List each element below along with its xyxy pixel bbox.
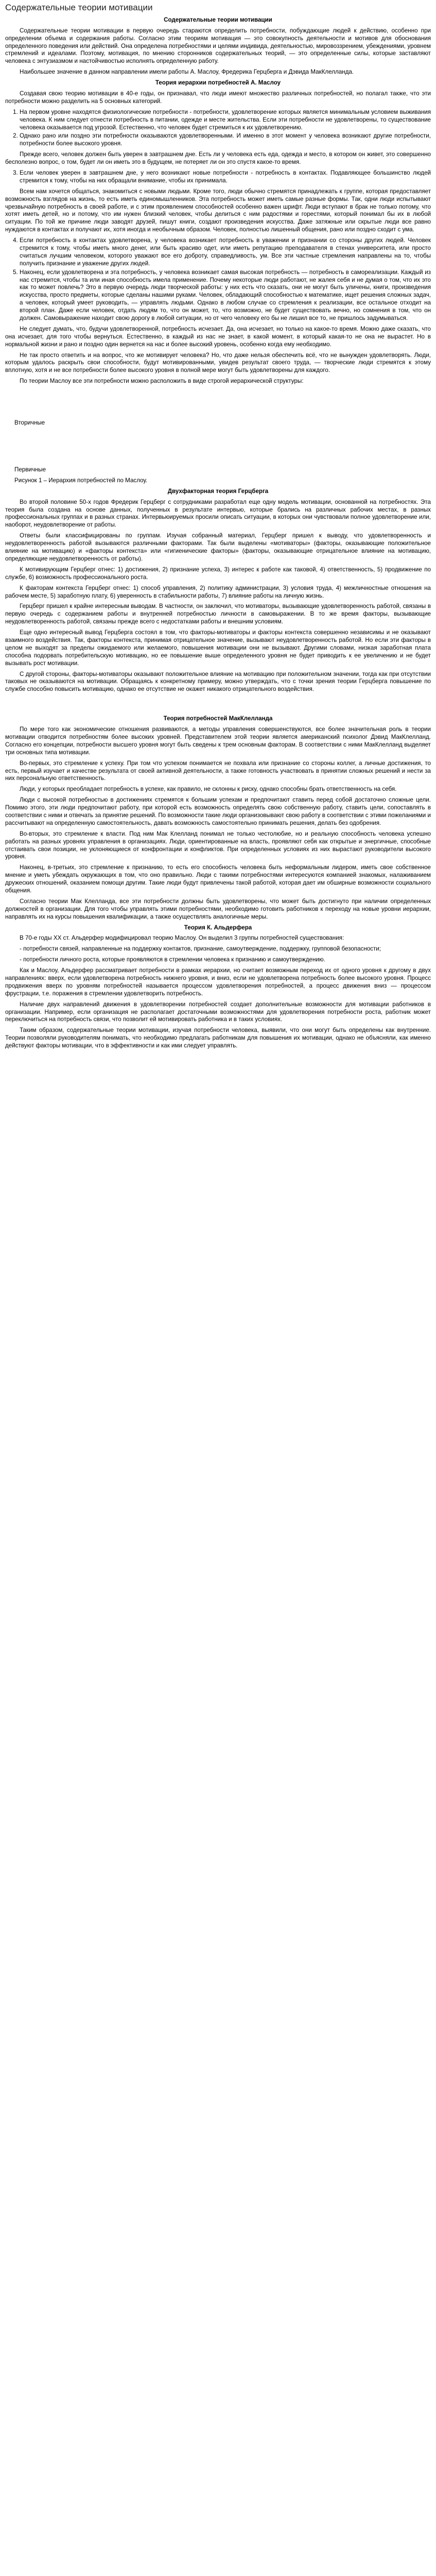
paragraph: Наконец, в-третьих, это стремление к признанию, то есть его способность человека быть неформальным лидером, иметь свое собственное мнение и уметь убеждать окружающих в том, что оно правильно. Люди с такими потребностями интересуются компанией знакомых, налаживанием дружеских отношений, оказанием помощи другим. Такие люди будут привлечены такой работой, которая дает им обширные возможности социального общения. xyxy=(5,864,431,894)
figure-blank-area xyxy=(5,430,431,466)
numbered-list xyxy=(5,237,431,323)
paragraph: К факторам контекста Герцберг отнес: 1) способ управления, 2) политику администрации, 3) условия труда, 4) межличностные отношения на рабочем месте, 5) заработную плату, 6) уверенность в стабильности работы, 7) влияние работы на личную жизнь. xyxy=(5,584,431,599)
section-title-alderfer: Теория К. Альдерфера xyxy=(184,924,252,931)
pyramid-label-secondary: Вторичные xyxy=(14,419,45,427)
paragraph: Во-вторых, это стремление к власти. Под ним Мак Клелланд понимал не только честолюбие, но и реальную способность человека успешно работать на разных уровнях управления в организациях. Люди, ориентированные на власть, проявляют себя как открытые и энергичные, способные отстаивать свои позиции, не уклоняющиеся от конфронтации и конфликтов. При определенных условиях из них вырастают руководители высокого уровня. xyxy=(5,830,431,860)
paragraph: Всем нам хочется общаться, знакомиться с новыми людьми. Кроме того, люди обычно стремятся принадлежать к группе, которая предоставляет возможность взглядов на жизнь, то есть иметь единомышленников. Эта потребность может иметь самые разные формы. Так, одни люди испытывают чрезвычайную потребность в своей работе, и с этим проявлением способностей особенно важен шрифт. Люди вступают в брак не только потому, что хотят иметь детей, но и потому, что им нужен близкий человек, чтобы делиться с ним радостями и горестями, который понимал бы их в любой ситуации. По той же причине люди заводят друзей, пишут книги, создают произведения искусства. Даже затяжные или скрытые люди все равно нуждаются в контактах и получают их, хотя иногда и необычным образом. Человек, полностью лишенный общения, рано или поздно сходит с ума. xyxy=(5,188,431,233)
section-title-herzberg: Двухфакторная теория Герцберга xyxy=(167,487,269,495)
paragraph: К мотивирующим Герцберг отнес: 1) достижения, 2) признание успеха, 3) интерес к работе как таковой, 4) ответственность, 5) продвижение по службе, 6) возможность профессионального роста. xyxy=(5,566,431,581)
numbered-list xyxy=(5,170,431,185)
paragraph: Как и Маслоу, Альдерфер рассматривает потребности в рамках иерархии, но считает возможным переход их от одного уровня к другому в двух направлениях: вверх, если удовлетворена потребность нижнего уровня, и вниз, если не удовлетворена потребность более высокого уровня. Процесс продвижения вверх по уровням потребностей называется процессом удовлетворения потребностей, а процесс движения вниз — процессом фрустрации, т.е. поражения в стремлении удовлетворить потребность. xyxy=(5,967,431,997)
paragraph: По мере того как экономические отношения развиваются, а методы управления совершенствуются, все более значительная роль в теории мотивации отводится потребностям более высоких уровней. Представителем этой теории является американский психолог Дэвид МакКлелланд. Согласно его концепции, потребности высшего уровня могут быть сведены к трем основным факторам. В соответствии с ними МакКлелланд выделяет три основных типа мотивации. xyxy=(5,726,431,756)
paragraph: Люди с высокой потребностью в достижениях стремятся к большим успехам и предпочитают ставить перед собой достаточно сложные цели. Помимо этого, эти люди предпочитают работу, при которой есть возможность определять свою собственную работу, ставить цели, сопоставлять в соответствии с ними и отвечать за принятие решений. По возможности такие люди организовывают свою работу в соответствии с этими пожеланиями и рассчитывают на определенную самостоятельность, давать возможность самостоятельно принимать решения, делать без одобрения. xyxy=(5,796,431,826)
list-item: 4. Если потребность в контактах удовлетворена, у человека возникает потребность в уважении и признании со стороны других людей. Человек стремится к тому, чтобы иметь много денег, или быть красиво одет, или иметь репутацию преподавателя в стенах университета, или просто считаться лучшим человеком, которого уважают все его доброту, справедливость, ум. Все эти частные стремления направлены на то, чтобы получить признание и уважение других людей. xyxy=(20,237,431,268)
list-item: 5. Наконец, если удовлетворена и эта потребность, у человека возникает самая высокая потребность — потребность в самореализации. Каждый из нас стремится, чтобы та или иная способность имела применение. Почему некоторые люди работают, не жалея себя и не думая о том, что их это как то может повлечь? Это в первую очередь люди творческой работы: у них есть что сказать, они не могут быть уличены, книги, произведения искусства, просто предметы, которые сделаны нашими руками. Человек, обладающий способностью к математике, ищет решения сложных задач, а человек, который умеет руководить, — управлять людьми. Однако в любом случае со стремления к реализации, все остальное отходит на второй план. Даже если человек, отдать людям то, что он может, то, что возможно, не будет существовать вечно, но сомнения в том, что он должен. Самовыражение находит свою дорогу в любой ситуации, но от чего человеку его бы не лишил все то, не пришлось задумываться. xyxy=(20,269,431,323)
list-item: 1. На первом уровне находятся физиологические потребности - потребности, удовлетворение которых является минимальным условием выживания человека. К ним следует отнести потребность в питании, одежде и месте жительства. Если эти потребности не удовлетворены, то существование человека оказывается под угрозой. Естественно, что человек будет стремиться к их удовлетворению. xyxy=(20,109,431,132)
paragraph: Наибольшее значение в данном направлении имели работы А. Маслоу, Фредерика Герцберга и Дэвида МакКлелланда. xyxy=(20,69,354,76)
page-title: Содержательные теории мотивации xyxy=(5,3,153,12)
pyramid-label-primary: Первичные xyxy=(14,466,46,473)
paragraph: По теории Маслоу все эти потребности можно расположить в виде строгой иерархической структуры: xyxy=(20,378,304,385)
paragraph: Содержательные теории мотивации в первую очередь стараются определить потребности, побуждающие людей к действию, особенно при определении объема и содержания работы. Согласно этим теориям мотивация — это совокупность деятельности и мотивов для обоснования определенного поведения или действий. Она определена потребностями и целями индивида, деятельностью, мировоззрением, убеждениями, уровнем стремлений и идеалами. Поэтому, мотивация, по мнению сторонников содержательных теорий, — это определенные силы, которые заставляют человека с энтузиазмом и настойчивостью исполнять определенную работу. xyxy=(5,27,431,65)
figure-blank-area xyxy=(5,388,431,419)
paragraph: Ответы были классифицированы по группам. Изучая собранный материал, Герцберг пришел к выводу, что удовлетворенность и неудовлетворенность работой вызываются различными факторами. Так были выделены «мотиваторы» (факторы, оказывающие положительное влияние на мотивацию) и «факторы контекста» или «гигиенические факторы» (факторы, оказывающие отрицательное влияние на мотивацию, определяющие неудовлетворенность от работы). xyxy=(5,532,431,562)
paragraph: Во-первых, это стремление к успеху. При том что успехом понимается не похвала или признание со стороны коллег, а личные достижения, то есть, первый изучает и качестве результата от своей активной деятельности, а также готовность участвовать в принятии сложных решений и нести за них персональную ответственность. xyxy=(5,759,431,782)
list-item: 2. Однако рано или поздно эти потребности оказываются удовлетворенными. И именно в этот момент у человека возникают другие потребности, потребности более высокого уровня. xyxy=(20,132,431,148)
paragraph: Не так просто ответить и на вопрос, что же мотивирует человека? Но, что даже нельзя обеспечить всё, что не вынужден удовлетворять. Люди, которым удалось раскрыть свои способности, будут мотивированными, увидев результат своего труда, — творческие люди стремятся к этому вплотную, хотя и не все потребности более высокого уровня в полной мере могут быть удовлетворены для каждого. xyxy=(5,351,431,374)
paragraph: - потребности связей, направленные на поддержку контактов, признание, самоутверждение, поддержку, групповой безопасности; xyxy=(20,945,381,953)
paragraph: Герцберг пришел к крайне интересным выводам. В частности, он заключил, что мотиваторы, вызывающие удовлетворенность работой, связаны в первую очередь с содержанием работы и внутренней потребностью личности в самовыражении. В то же время факторы, вызывающие неудовлетворенность работой, связаны прежде всего с недостатками работы и внешним условиям. xyxy=(5,603,431,625)
paragraph: Таким образом, содержательные теории мотивации, изучая потребности человека, выявили, что они могут быть определены как внутренние. Теории позволяли руководителям понимать, что необходимо предлагать работникам для повышения их мотивации, однако не объясняли, как именно действуют факторы мотивации, что в эффективности и как ими следует управлять. xyxy=(5,1027,431,1049)
paragraph: Не следует думать, что, будучи удовлетворенной, потребность исчезает. Да, она исчезает, но только на какое-то время. Можно даже сказать, что она исчезает, для того чтобы вернуться. Естественно, в каждый из нас не знает, в какой момент, в который какая-то не она не вырастет. Но в нормальной жизни и рано и поздно один вернется на нас и более высокий уровень, особенно когда ему необходимо. xyxy=(5,325,431,348)
numbered-list xyxy=(5,109,431,148)
spacer xyxy=(5,697,431,712)
paragraph: Согласно теории Мак Клелланда, все эти потребности должны быть удовлетворены, что может быть достигнуто при наличии определенных должностей в организации. Для того чтобы управлять этими потребностями, необходимо готовить работников к переходу на новые уровни иерархии, направлять их на курсы повышения квалификации, а также осуществлять аналогичные меры. xyxy=(5,897,431,920)
paragraph: С другой стороны, факторы-мотиваторы оказывают положительное влияние на мотивацию при положительном значении, тогда как при отсутствии таковых не оказываются на мотивации. Обращаясь к конкретному примеру, можно утверждать, что с точки зрения теории Герцберга повышение по службе способно повысить мотивацию, однако ее отсутствие не окажет никакого отрицательного воздействия. xyxy=(5,670,431,693)
paragraph: Создавая свою теорию мотивации в 40-е годы, он признавал, что люди имеют множество различных потребностей, но полагал также, что эти потребности можно разделить на 5 основных категорий. xyxy=(5,90,431,105)
section-title-maslow: Теория иерархии потребностей А. Маслоу xyxy=(155,79,281,87)
figure-caption: Рисунок 1 – Иерархия потребностей по Маслоу. xyxy=(14,477,148,484)
section-title-mcclelland: Теория потребностей МакКлелланда xyxy=(163,715,273,722)
paragraph: В 70-е годы ХХ ст. Альдерфер модифицировал теорию Маслоу. Он выделил 3 группы потребностей существования: xyxy=(20,935,344,942)
section-title-content-theories: Содержательные теории мотивации xyxy=(164,16,272,23)
paragraph: Еще одно интересный вывод Герцберга состоял в том, что факторы-мотиваторы и факторы контекста совершенно независимы и не оказывают взаимного воздействия. Так, факторы контекста, принимая отрицательное значение, вызывают неудовлетворенность работой. Но если эти факторы в целом не выходят за пределы ожидаемого или желаемого, повышения мотивации они не вызывают. Другими словами, низкая заработная плата способна подорвать потребительскую мотивацию, но ее повышение выше определенного уровня не будет приводить к ее увеличению и не будет вызывать рост мотивации. xyxy=(5,629,431,667)
paragraph: Прежде всего, человек должен быть уверен в завтрашнем дне. Есть ли у человека есть еда, одежда и место, в котором он живет, это совершенно бесполезно вопрос, о том, будет ли он иметь это в будущем, не потеряет ли он это спустя какое-то время. xyxy=(5,151,431,166)
paragraph: Люди, у которых преобладает потребность в успехе, как правило, не склонны к риску, однако способны брать ответственность на себя. xyxy=(20,786,397,793)
paragraph: Наличие двух направлений движения в удовлетворении потребностей создает дополнительные возможности для мотивации работников в организации. Например, если организация не располагает достаточными возможностями для удовлетворения потребности роста, работник может переключиться на потребность связи, что позволит ей мотивировать работника и в таких условиях. xyxy=(5,1001,431,1023)
list-item: 3. Если человек уверен в завтрашнем дне, у него возникают новые потребности - потребность в контактах. Подавляющее большинство людей стремится к тому, чтобы на них обращали внимание, чтобы их принимала. xyxy=(20,170,431,185)
paragraph: - потребности личного роста, которые проявляются в стремлении человека к признанию и самоутверждению. xyxy=(20,956,325,963)
paragraph: Во второй половине 50-х годов Фредерик Герцберг с сотрудниками разработал еще одну модель мотивации, основанной на потребностях. Эта теория была создана на основе данных, полученных в результате интервью, которые брались на различных рабочих местах, в разных профессиональных группах и в разных странах. Интервьюируемых просили описать ситуации, в которых они чувствовали полное удовлетворение или, наоборот, неудовлетворение от работы. xyxy=(5,498,431,529)
